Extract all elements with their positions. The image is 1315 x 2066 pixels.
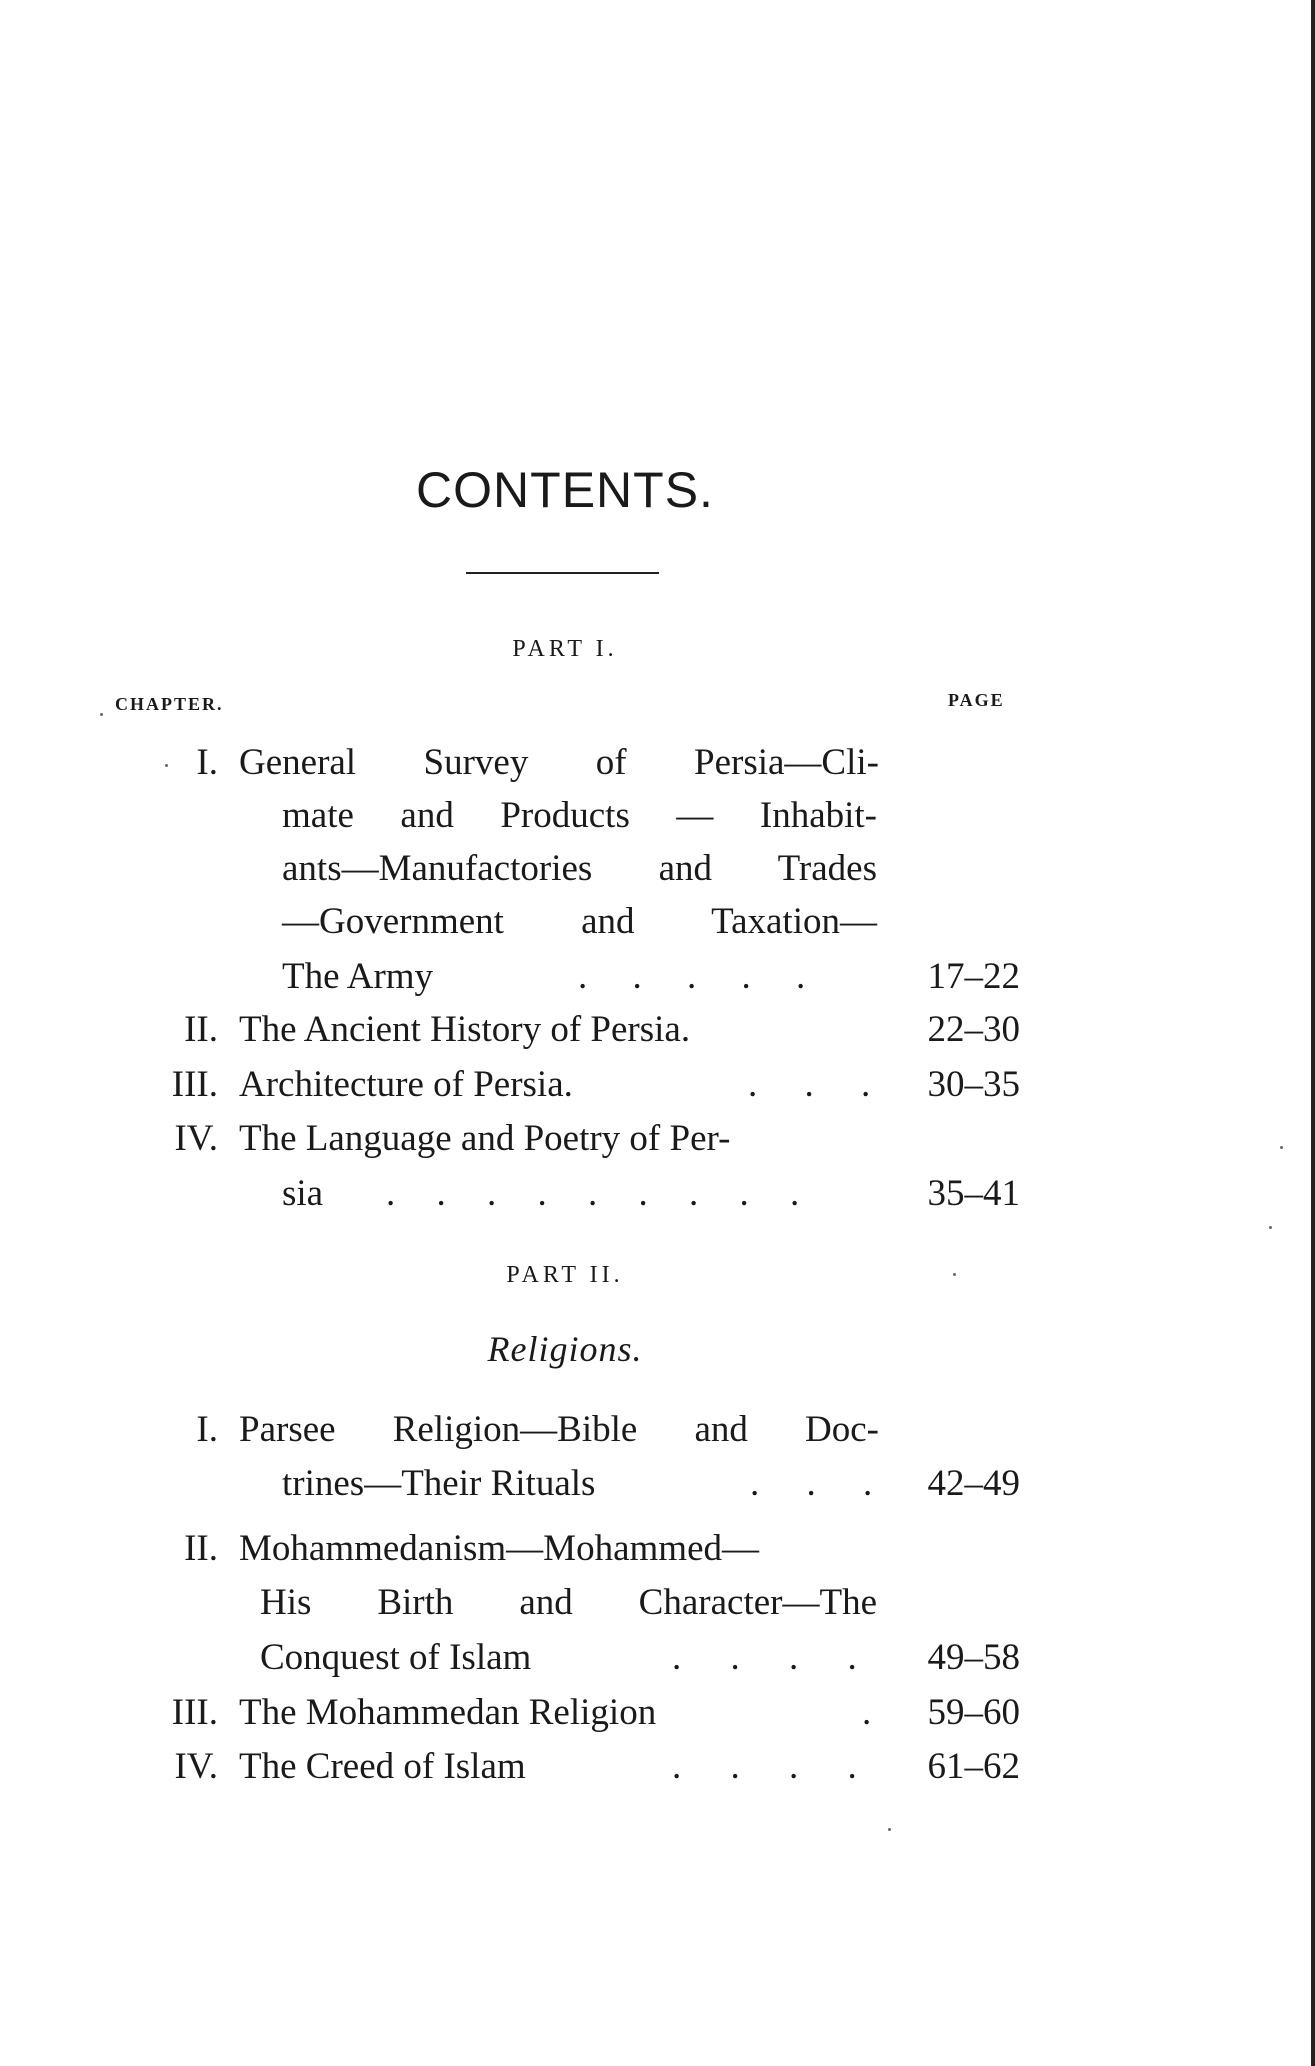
part-2-subtitle: Religions. [487, 1329, 643, 1369]
dot-leaders: . . . [748, 1064, 890, 1105]
toc-entry-text: —Government and Taxation— [282, 901, 877, 942]
scan-speck [1269, 1226, 1272, 1229]
page-range: 22–30 [927, 1009, 1020, 1050]
toc-entry-text: The Army [282, 956, 434, 997]
toc-entry-2-2-line-3 [0, 1631, 1315, 1685]
page-column-label: PAGE [948, 690, 1005, 710]
toc-entry-text: Architecture of Persia. [239, 1064, 573, 1105]
toc-entry-2-2-line-1 [0, 1522, 1315, 1576]
toc-entry-text: ants—Manufactories and Trades [282, 848, 877, 889]
page-range: 35–41 [927, 1173, 1020, 1214]
chapter-numeral: II. [184, 1009, 218, 1050]
scan-speck [1280, 1146, 1283, 1149]
toc-entry-text: mate and Products — Inhabit- [282, 795, 877, 836]
toc-entry-1-1-line-2 [0, 789, 1315, 843]
scan-speck [165, 764, 168, 767]
page-range: 42–49 [927, 1463, 1020, 1504]
toc-entry-text: The Mohammedan Religion [239, 1692, 657, 1733]
toc-entry-text: General Survey of Persia—Cli- [239, 742, 879, 783]
toc-entry-1-2 [0, 1003, 1315, 1057]
part-1-heading: PART I. [512, 636, 618, 662]
chapter-column-label: CHAPTER. [115, 694, 224, 714]
toc-entry-2-1-line-2 [0, 1457, 1315, 1511]
page-range: 61–62 [927, 1746, 1020, 1787]
toc-entry-text: Mohammedanism—Mohammed— [239, 1528, 759, 1569]
dot-leaders: . . . . . . . . . [386, 1173, 816, 1214]
chapter-numeral: III. [171, 1692, 218, 1733]
dot-leaders: . . . . [672, 1637, 877, 1678]
toc-entry-1-4-line-2 [0, 1167, 1315, 1221]
dot-leaders: . . . [750, 1463, 892, 1504]
toc-entry-text: sia [282, 1173, 324, 1214]
toc-entry-2-3 [0, 1686, 1315, 1740]
toc-entry-text: His Birth and Character—The [260, 1582, 877, 1623]
dot-leaders: . . . . . [578, 956, 824, 997]
chapter-numeral: I. [196, 1409, 218, 1450]
part-2-heading: PART II. [506, 1262, 624, 1288]
toc-entry-1-1-line-3 [0, 842, 1315, 896]
scan-speck [888, 1828, 891, 1831]
chapter-numeral: III. [171, 1064, 218, 1105]
toc-entry-1-1-line-5 [0, 950, 1315, 1004]
page-range: 59–60 [927, 1692, 1020, 1733]
title-rule [466, 572, 659, 574]
toc-entry-text: The Ancient History of Persia. [239, 1009, 691, 1050]
dot-leaders: . [862, 1692, 872, 1733]
toc-entry-2-4 [0, 1740, 1315, 1794]
toc-entry-1-3 [0, 1058, 1315, 1112]
toc-entry-text: Parsee Religion—Bible and Doc- [239, 1409, 879, 1450]
toc-entry-2-2-line-2 [0, 1576, 1315, 1630]
toc-entry-text: The Creed of Islam [239, 1746, 526, 1787]
page-range: 30–35 [927, 1064, 1020, 1105]
scan-speck [953, 1273, 956, 1276]
dot-leaders: . . . . [672, 1746, 877, 1787]
chapter-numeral: IV. [174, 1746, 218, 1787]
chapter-numeral: I. [196, 742, 218, 783]
page-range: 17–22 [927, 956, 1020, 997]
scan-speck [100, 713, 103, 716]
toc-entry-2-1-line-1 [0, 1403, 1315, 1457]
toc-entry-1-4-line-1 [0, 1112, 1315, 1166]
toc-entry-text: Conquest of Islam [260, 1637, 532, 1678]
page-range: 49–58 [927, 1637, 1020, 1678]
toc-entry-1-1-line-4 [0, 895, 1315, 949]
toc-entry-text: The Language and Poetry of Per- [239, 1118, 731, 1159]
chapter-numeral: II. [184, 1528, 218, 1569]
toc-entry-1-1-line-1 [0, 736, 1315, 790]
page-title: CONTENTS. [416, 462, 714, 518]
toc-entry-text: trines—Their Rituals [282, 1463, 596, 1504]
chapter-numeral: IV. [174, 1118, 218, 1159]
